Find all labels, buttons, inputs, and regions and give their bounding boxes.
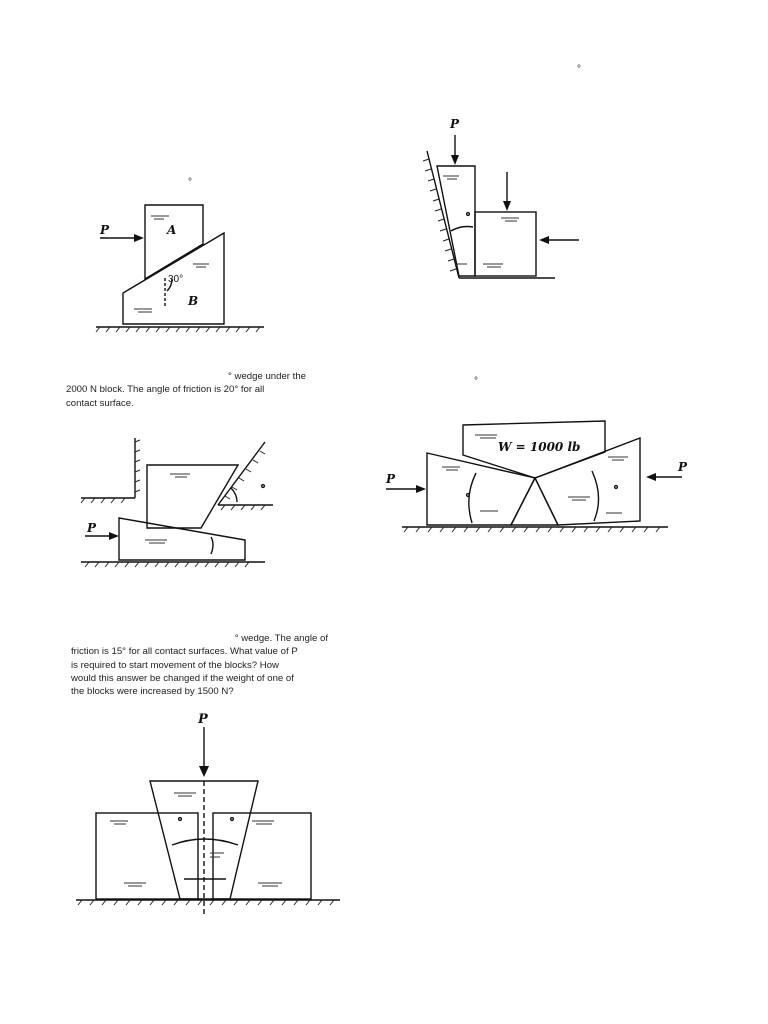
force-label-p: P bbox=[198, 712, 208, 727]
stray-degree-mark-2: ° bbox=[188, 177, 192, 188]
force-label-p: P bbox=[450, 117, 460, 131]
problem-b-line-2: 2000 N block. The angle of friction is 20° for all bbox=[66, 384, 265, 396]
left-force-label: P bbox=[386, 472, 396, 486]
stray-degree-mark-1: ° bbox=[577, 64, 581, 75]
problem-b-line-3: contact surface. bbox=[66, 397, 134, 409]
problem-e-line-2: friction is 15° for all contact surfaces. What value of P bbox=[71, 646, 298, 658]
force-label-p: P bbox=[100, 223, 110, 237]
block-label-a: A bbox=[167, 223, 177, 237]
figure-w1000-two-wedges bbox=[380, 415, 700, 540]
figure-wedge-wall-block bbox=[415, 115, 585, 285]
problem-e-line-1: ° wedge. The angle of bbox=[234, 633, 328, 644]
weight-label: W = 1000 lb bbox=[498, 440, 581, 454]
stray-degree-mark-3: ° bbox=[474, 376, 478, 387]
right-force-label: P bbox=[678, 460, 688, 474]
problem-b-line-1: ° wedge under the bbox=[228, 371, 306, 382]
figure-central-wedge bbox=[70, 705, 350, 920]
problem-text-e bbox=[71, 632, 328, 698]
angle-label-30: 30° bbox=[168, 274, 184, 285]
figure-wedge-under-block bbox=[75, 432, 280, 572]
problem-e-line-3: is required to start movement of the blocks? How bbox=[71, 659, 279, 671]
force-label-p: P bbox=[87, 521, 97, 535]
problem-e-line-4: would this answer be changed if the weight of one of bbox=[71, 672, 294, 684]
block-label-b: B bbox=[188, 294, 199, 308]
figure-blocks-a-b bbox=[90, 195, 270, 335]
problem-e-line-5: the blocks were increased by 1500 N? bbox=[71, 686, 234, 698]
problem-text-b bbox=[66, 370, 306, 410]
